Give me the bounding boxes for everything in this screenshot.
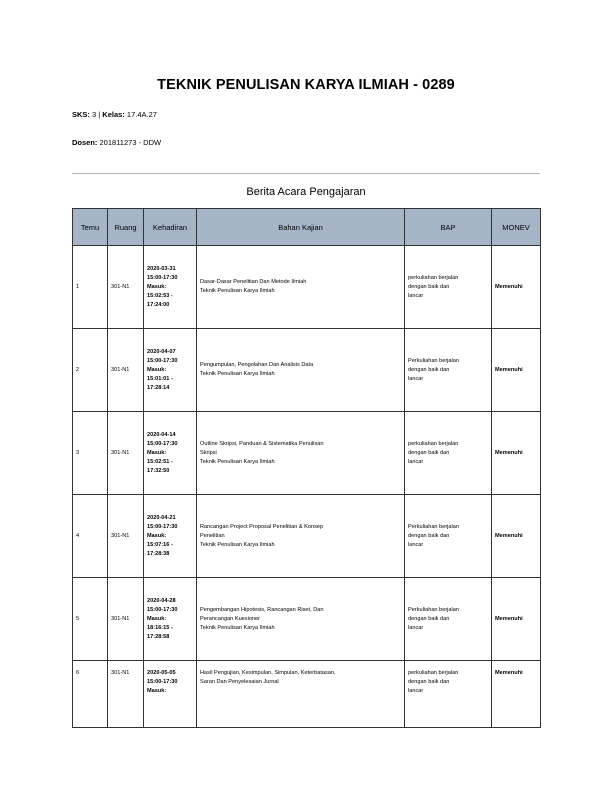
bap-line: perkuliahan berjalan	[408, 440, 459, 447]
table-row	[73, 495, 541, 578]
section-title: Berita Acara Pengajaran	[246, 186, 366, 198]
col-header-kehadiran: Kehadiran	[144, 209, 197, 246]
kehadiran-line: Masuk:	[147, 283, 167, 290]
ruang-cell: 301-N1	[108, 661, 144, 728]
bap-cell	[405, 661, 492, 728]
table-row	[73, 578, 541, 661]
bahan-line: Teknik Penulisan Karya Ilmiah	[200, 371, 275, 377]
sks-value: 3 |	[89, 110, 103, 119]
kehadiran-line: 2020-04-14	[147, 431, 176, 438]
bap-line: lancar	[408, 541, 424, 548]
bahan-kajian-cell	[197, 246, 405, 329]
sks-label: SKS:	[72, 110, 90, 119]
bahan-kajian-cell	[197, 495, 405, 578]
divider	[72, 173, 540, 174]
monev-cell: Memenuhi	[492, 246, 541, 329]
bap-line: dengan baik dan	[408, 532, 450, 539]
bahan-line: Rancangan Project Proposal Penelitian & Konsep	[200, 523, 324, 530]
bap-line: Perkuliahan berjalan	[408, 357, 459, 364]
col-header-ruang: Ruang	[108, 209, 144, 246]
bahan-kajian-cell	[197, 329, 405, 412]
bap-table	[72, 208, 541, 728]
kehadiran-line: 15:00-17:30	[147, 440, 178, 447]
kehadiran-line: 17:32:50	[147, 467, 170, 474]
kehadiran-cell	[144, 246, 197, 329]
ruang-cell: 301-N1	[108, 578, 144, 661]
bap-line: lancar	[408, 292, 424, 299]
monev-cell: Memenuhi	[492, 412, 541, 495]
kehadiran-line: Masuk:	[147, 366, 167, 373]
table-row	[73, 246, 541, 329]
kehadiran-line: 18:16:15 -	[147, 624, 173, 631]
bahan-line: Teknik Penulisan Karya Ilmiah	[200, 288, 275, 294]
bap-line: lancar	[408, 458, 424, 465]
bap-cell	[405, 412, 492, 495]
temu-cell: 6	[73, 661, 108, 728]
kehadiran-cell	[144, 578, 197, 661]
bahan-line: Teknik Penulisan Karya Ilmiah	[200, 458, 275, 465]
kehadiran-cell	[144, 412, 197, 495]
kehadiran-line: 17:28:38	[147, 550, 170, 557]
kehadiran-cell	[144, 329, 197, 412]
table-row	[73, 661, 541, 728]
kehadiran-line: Masuk:	[147, 532, 167, 539]
kehadiran-line: 15:07:16 -	[147, 541, 173, 548]
kehadiran-line: 2020-04-28	[147, 597, 176, 604]
bahan-line: Penelitian	[200, 532, 225, 539]
kehadiran-line: 17:24:00	[147, 301, 170, 308]
temu-cell: 2	[73, 329, 108, 412]
bap-cell	[405, 578, 492, 661]
ruang-cell: 301-N1	[108, 329, 144, 412]
kehadiran-line: Masuk:	[147, 449, 167, 456]
bahan-kajian-cell	[197, 412, 405, 495]
table-row	[73, 412, 541, 495]
bap-cell	[405, 246, 492, 329]
kehadiran-line: Masuk:	[147, 615, 167, 622]
bap-line: Perkuliahan berjalan	[408, 523, 459, 530]
col-header-monev: MONEV	[492, 209, 541, 246]
kehadiran-line: 15:02:53 -	[147, 292, 173, 299]
bahan-line: Saran Dan Penyelesaian Jurnal	[200, 679, 279, 685]
kehadiran-line: 17:28:14	[147, 384, 170, 391]
kehadiran-line: 15:01:01 -	[147, 375, 173, 382]
bap-line: dengan baik dan	[408, 366, 450, 373]
kehadiran-line: 2020-03-31	[147, 265, 176, 272]
col-header-bap: BAP	[405, 209, 492, 246]
kelas-value: 17.4A.27	[124, 110, 157, 119]
bap-line: perkuliahan berjalan	[408, 670, 459, 676]
bap-cell	[405, 329, 492, 412]
course-meta	[72, 110, 157, 119]
table-header-row	[73, 209, 541, 246]
bap-line: dengan baik dan	[408, 283, 450, 290]
dosen-value: 201811273 - DDW	[97, 138, 162, 147]
kehadiran-line: 15:00-17:30	[147, 523, 178, 530]
kehadiran-cell	[144, 661, 197, 728]
lecturer-meta	[72, 138, 161, 147]
monev-cell: Memenuhi	[492, 661, 541, 728]
col-header-bahan-kajian: Bahan Kajian	[197, 209, 405, 246]
bahan-kajian-cell	[197, 661, 405, 728]
table-row	[73, 329, 541, 412]
bap-line: lancar	[408, 688, 424, 694]
bahan-line: Hasil Pengujian, Kesimpulan, Simpulan, Keterbatasan,	[200, 670, 336, 676]
temu-cell: 3	[73, 412, 108, 495]
kehadiran-line: 2020-04-21	[147, 514, 176, 521]
ruang-cell: 301-N1	[108, 246, 144, 329]
dosen-label: Dosen:	[72, 138, 98, 147]
bap-cell	[405, 495, 492, 578]
temu-cell: 1	[73, 246, 108, 329]
kehadiran-line: Masuk:	[147, 688, 167, 694]
monev-cell: Memenuhi	[492, 495, 541, 578]
bahan-line: Skripsi	[200, 449, 217, 456]
bap-line: dengan baik dan	[408, 449, 450, 456]
monev-cell: Memenuhi	[492, 329, 541, 412]
bap-line: perkuliahan berjalan	[408, 274, 459, 281]
bahan-line: Pengumpulan, Pengolahan Dan Analisis Data	[200, 362, 314, 368]
kehadiran-line: 15:00-17:30	[147, 679, 178, 685]
page-title: TEKNIK PENULISAN KARYA ILMIAH - 0289	[157, 77, 455, 93]
bahan-line: Teknik Penulisan Karya Ilmiah	[200, 624, 275, 631]
kehadiran-line: 17:28:58	[147, 633, 170, 640]
bahan-line: Outline Skripsi, Panduan & Sistematika Penulisan	[200, 440, 324, 447]
bap-line: lancar	[408, 375, 424, 382]
kelas-label: Kelas:	[102, 110, 125, 119]
bahan-line: Pengembangan Hipotesis, Rancangan Riset, Dan	[200, 606, 324, 613]
bahan-line: Perancangan Kuesioner	[200, 615, 261, 622]
monev-cell: Memenuhi	[492, 578, 541, 661]
bap-line: Perkuliahan berjalan	[408, 606, 459, 613]
temu-cell: 4	[73, 495, 108, 578]
ruang-cell: 301-N1	[108, 412, 144, 495]
bap-line: dengan baik dan	[408, 679, 450, 685]
kehadiran-line: 15:02:51 -	[147, 458, 173, 465]
bahan-line: Teknik Penulisan Karya Ilmiah	[200, 541, 275, 548]
kehadiran-line: 2020-04-07	[147, 348, 176, 355]
temu-cell: 5	[73, 578, 108, 661]
bap-line: dengan baik dan	[408, 615, 450, 622]
kehadiran-line: 2020-05-05	[147, 670, 176, 676]
bahan-kajian-cell	[197, 578, 405, 661]
kehadiran-line: 15:00-17:30	[147, 606, 178, 613]
bahan-line: Dasar-Dasar Penelitian Dan Metode Ilmiah	[200, 279, 307, 285]
kehadiran-line: 15:00-17:30	[147, 357, 178, 364]
ruang-cell: 301-N1	[108, 495, 144, 578]
kehadiran-cell	[144, 495, 197, 578]
kehadiran-line: 15:00-17:30	[147, 274, 178, 281]
col-header-temu: Temu	[73, 209, 108, 246]
bap-line: lancar	[408, 624, 424, 631]
